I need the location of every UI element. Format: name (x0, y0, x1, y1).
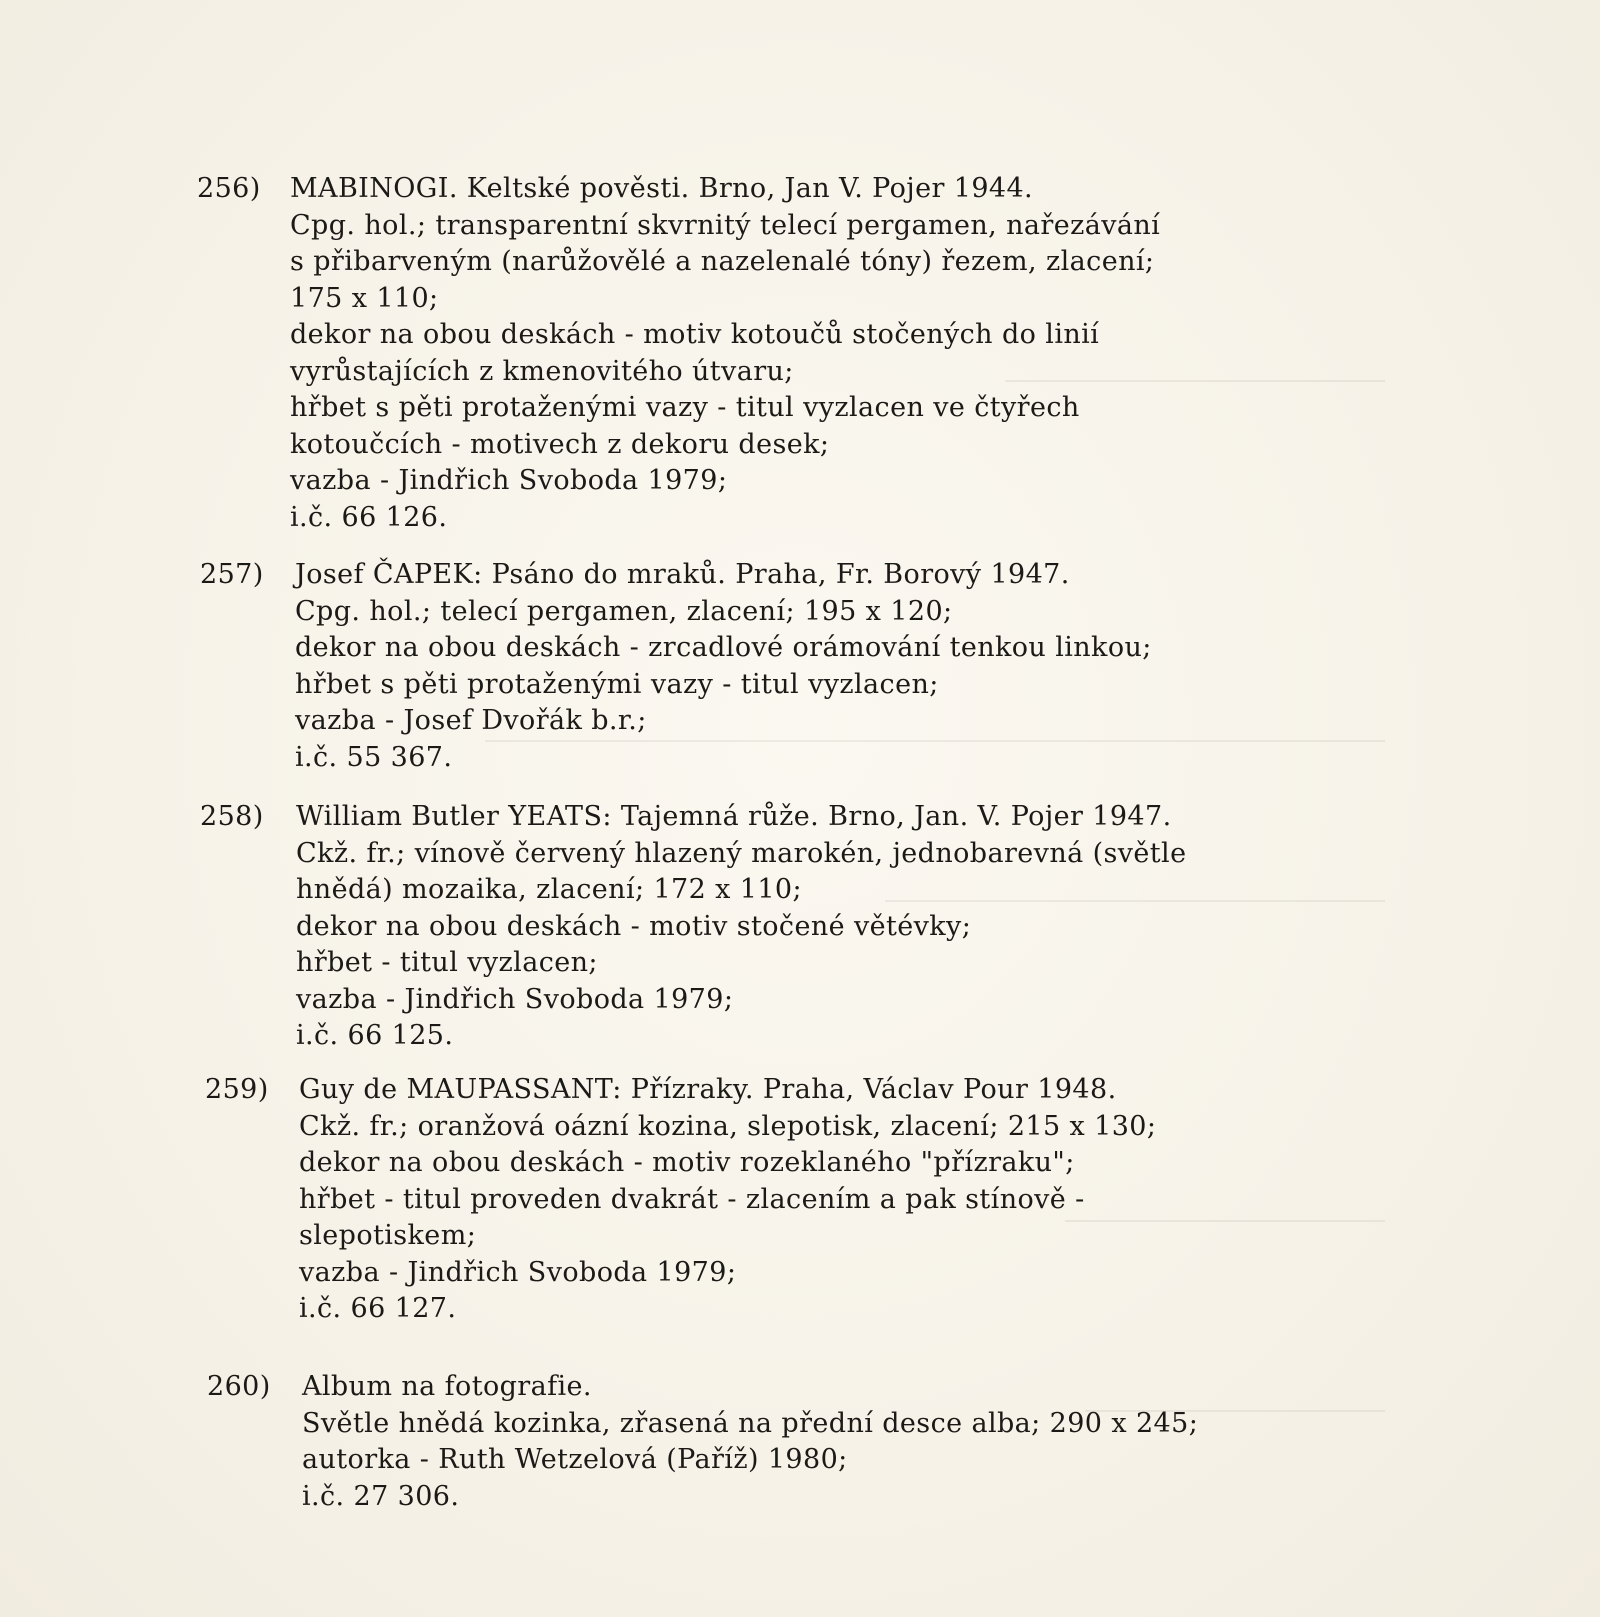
entry-line: s přibarveným (narůžovělé a nazelenalé tóny) řezem, zlacení; (290, 246, 1155, 277)
entry-line: vazba - Jindřich Svoboda 1979; (296, 983, 734, 1015)
entry-line: hřbet - titul proveden dvakrát - zlacením a pak stínově - (299, 1183, 1085, 1215)
entry-line: vazba - Josef Dvořák b.r.; (295, 705, 647, 736)
entry-inventory-number: i.č. 27 306. (302, 1480, 460, 1512)
entry-number: 260) (207, 1371, 271, 1402)
entry-line: dekor na obou deskách - motiv stočené větévky; (296, 910, 972, 942)
entry-body (295, 557, 1375, 776)
entry-title-line: Guy de MAUPASSANT: Přízraky. Praha, Václav Pour 1948. (299, 1074, 1117, 1105)
entry-number: 259) (205, 1074, 269, 1105)
entry-line: 175 x 110; (290, 282, 439, 314)
entry-line: dekor na obou deskách - zrcadlové orámování tenkou linkou; (295, 632, 1152, 663)
entry-body (302, 1369, 1382, 1515)
entry-inventory-number: i.č. 66 126. (290, 501, 448, 533)
entry-line: vazba - Jindřich Svoboda 1979; (299, 1256, 737, 1288)
entry-title-line: MABINOGI. Keltské pověsti. Brno, Jan V. Pojer 1944. (290, 173, 1034, 204)
entry-inventory-number: i.č. 66 127. (299, 1293, 457, 1324)
entry-line: hřbet s pěti protaženými vazy - titul vyzlacen; (295, 668, 939, 700)
entry-number: 257) (200, 559, 264, 590)
entry-line: Ckž. fr.; vínově červený hlazený marokén, jednobarevná (světle (296, 837, 1187, 869)
entry-title-line: William Butler YEATS: Tajemná růže. Brno, Jan. V. Pojer 1947. (296, 801, 1172, 832)
entry-line: hřbet s pěti protaženými vazy - titul vyzlacen ve čtyřech (290, 392, 1080, 423)
entry-line: slepotiskem; (299, 1220, 477, 1251)
entry-number: 258) (200, 801, 264, 832)
entry-inventory-number: i.č. 66 125. (296, 1020, 454, 1051)
entry-line: Cpg. hol.; transparentní skvrnitý telecí pergamen, nařezávání (290, 209, 1161, 241)
entry-line: autorka - Ruth Wetzelová (Paříž) 1980; (302, 1444, 848, 1475)
entry-title-line: Album na fotografie. (302, 1371, 592, 1402)
entry-line: Ckž. fr.; oranžová oázní kozina, slepotisk, zlacení; 215 x 130; (299, 1110, 1157, 1142)
entry-body (296, 799, 1376, 1055)
entry-inventory-number: i.č. 55 367. (295, 741, 453, 773)
entry-title-line: Josef ČAPEK: Psáno do mraků. Praha, Fr. Borový 1947. (295, 559, 1070, 590)
entry-body (299, 1072, 1379, 1328)
entry-line: kotoučcích - motivech z dekoru desek; (290, 428, 830, 460)
entry-line: vazba - Jindřich Svoboda 1979; (290, 465, 728, 496)
entry-line: Cpg. hol.; telecí pergamen, zlacení; 195 x 120; (295, 595, 953, 627)
entry-number: 256) (197, 173, 261, 204)
entry-line: vyrůstajících z kmenovitého útvaru; (290, 355, 794, 387)
entry-line: hřbet - titul vyzlacen; (296, 947, 598, 978)
entry-line: Světle hnědá kozinka, zřasená na přední desce alba; 290 x 245; (302, 1407, 1199, 1439)
entry-line: hnědá) mozaika, zlacení; 172 x 110; (296, 874, 803, 905)
entry-line: dekor na obou deskách - motiv kotoučů stočených do linií (290, 319, 1100, 350)
entry-body (290, 171, 1370, 536)
entry-line: dekor na obou deskách - motiv rozeklaného "přízraku"; (299, 1147, 1075, 1178)
